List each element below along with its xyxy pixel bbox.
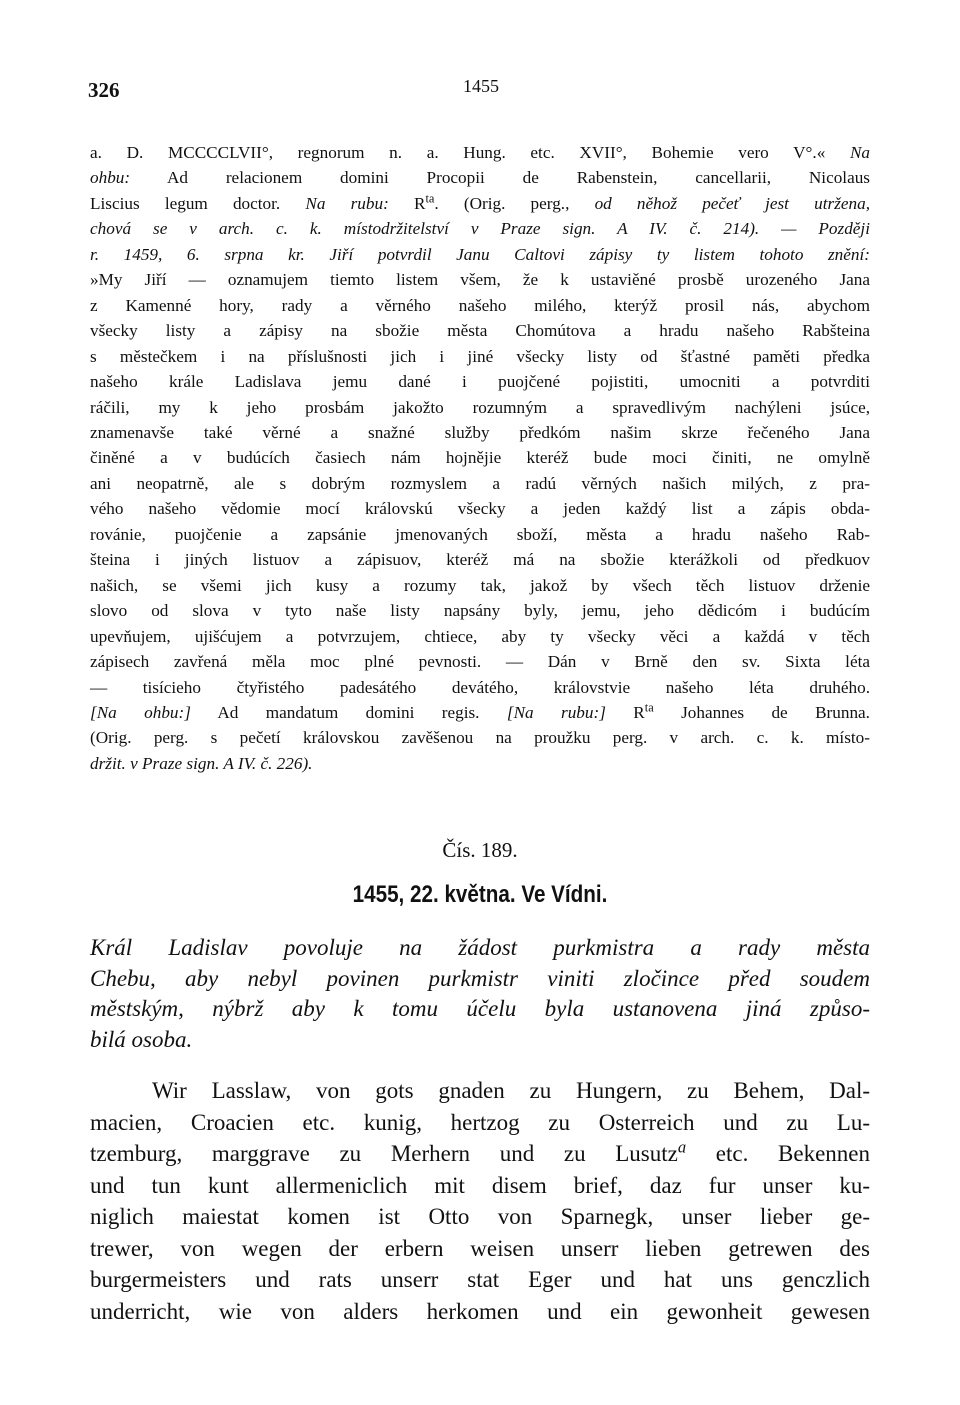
text-line: s městečkem i na příslušnosti jich i jiné všecky listy od šťastné paměti předka (90, 346, 870, 366)
text-line: (Orig. perg. s pečetí královskou zavěšenou na proužku perg. v arch. c. k. místo- (90, 728, 870, 748)
text-line: niglich maiestat komen ist Otto von Sparnegk, unser lieber ge- (90, 1204, 870, 1229)
document-date-place: 1455, 22. května. Ve Vídni. (352, 881, 608, 908)
text-line: Liscius legum doctor. Na rubu: $R^{ta}$. (Orig. perg., od něhož pečeť jest utržena, (90, 191, 870, 213)
text-line: macien, Croacien etc. kunig, hertzog zu Osterreich und zu Lu- (90, 1109, 870, 1135)
footnote-marker: a (677, 1137, 687, 1157)
text-line: tzemburg, marggrave zu Merhern und zu Lusutz$^a$ etc. Bekennen (90, 1137, 870, 1166)
text-line: našich, se všemi jich kusy a rozumy tak, jakož by všech těch listuov drženie (90, 575, 870, 595)
text-line: und tun kunt allermeniclich mit disem brief, daz fur unser ku- (90, 1172, 870, 1198)
text-line: ráčili, my k jeho prosbám jakožto rozumným a spravedlivým nachýleni jsúce, (90, 397, 870, 417)
text-line: rovánie, puojčenie a zapsánie jmenovaných sboží, města a hradu našeho Rab- (90, 524, 870, 544)
superscript: ta (644, 700, 654, 715)
text-line: slovo od slova v tyto naše listy napsány byly, jemu, jeho dědicóm i budúcím (90, 601, 870, 621)
text-line: z Kamenné hory, rady a věrného našeho milého, kterýž prosil nás, abychom (90, 295, 870, 315)
text-line: šteina i jiných listuov a zápisuov, kteréž má na sbožie kterážkoli od předkuov (90, 550, 870, 570)
text-line: r. 1459, 6. srpna kr. Jiří potvrdil Janu Caltovi zápisy ty listem tohoto znění: (90, 244, 870, 264)
text-line: upevňujem, ujišćujem a potvrzujem, chtiece, aby ty všecky věci a každá v těch (90, 626, 870, 646)
text-line: — tisícieho čtyřistého padesátého devátého, královstvie našeho léta druhého. (90, 677, 870, 697)
text-line: znamenavše také věrné a snažné služby předkóm našim skrze řečeného Jana (90, 422, 870, 442)
page-number: 326 (88, 78, 120, 102)
text-line: držit. v Praze sign. A IV. č. 226). (90, 753, 313, 773)
text-line: »My Jiří — oznamujem tiemto listem všem, že k ustaviěné prosbě urozeného Jana (90, 270, 870, 290)
text-line: zápisech zavřená měla moc plné pevnosti. — Dán v Brně den sv. Sixta léta (90, 652, 870, 672)
page-header (88, 78, 870, 102)
text-line: činěné a v budúcích časiech nám hojnějie kteréž bude moci činiti, ne omylně (90, 448, 870, 468)
text-line: ohbu: Ad relacionem domini Procopii de Rabenstein, cancellarii, Nicolaus (90, 168, 870, 188)
text-line: vého našeho vědomie mocí královskú všecky a jeden každý list a zápis obda- (90, 499, 870, 519)
superscript: ta (425, 191, 435, 206)
text-line: Wir Lasslaw, von gots gnaden zu Hungern, zu Behem, Dal- (152, 1078, 870, 1103)
text-line: chová se v arch. c. k. místodržitelství v Praze sign. A IV. č. 214). — Později (90, 219, 870, 239)
text-line: [Na ohbu:] Ad mandatum domini regis. [Na rubu:] $R^{ta}$ Johannes de Brunna. (90, 700, 870, 722)
text-line: a. D. MCCCCLVII°, regnorum n. a. Hung. etc. XVII°, Bohemie vero V°.« Na (90, 143, 870, 162)
document-number: Čís. 189. (442, 838, 518, 862)
charter-text (90, 1075, 870, 1327)
text-line: ani neopatrně, ale s dobrým rozmyslem a radú věrných našich milých, z pra- (90, 473, 870, 493)
previous-document-text (90, 140, 870, 776)
text-line: Chebu, aby nebyl povinen purkmistr viniti zločince před soudem (90, 965, 870, 991)
text-line: bilá osoba. (90, 1026, 193, 1052)
regest-summary (90, 933, 870, 1055)
text-line: Král Ladislav povoluje na žádost purkmistra a rady města (90, 935, 870, 960)
text-line: všecky listy a zápisy na sbožie města Chomútova a hradu našeho Rabšteina (90, 321, 870, 341)
text-line: městským, nýbrž aby k tomu účelu byla ustanovena jiná způso- (90, 996, 870, 1021)
running-head-year: 1455 (463, 76, 499, 96)
text-line: burgermeisters und rats unserr stat Eger und hat uns genczlich (90, 1267, 870, 1292)
text-line: našeho krále Ladislava jemu dané i puojčené pojistiti, umocniti a potvrditi (90, 372, 870, 392)
text-line: trewer, von wegen der erbern weisen unserr lieben getrewen des (90, 1235, 870, 1261)
text-line: underricht, wie von alders herkomen und ein gewonheit gewesen (90, 1298, 870, 1324)
